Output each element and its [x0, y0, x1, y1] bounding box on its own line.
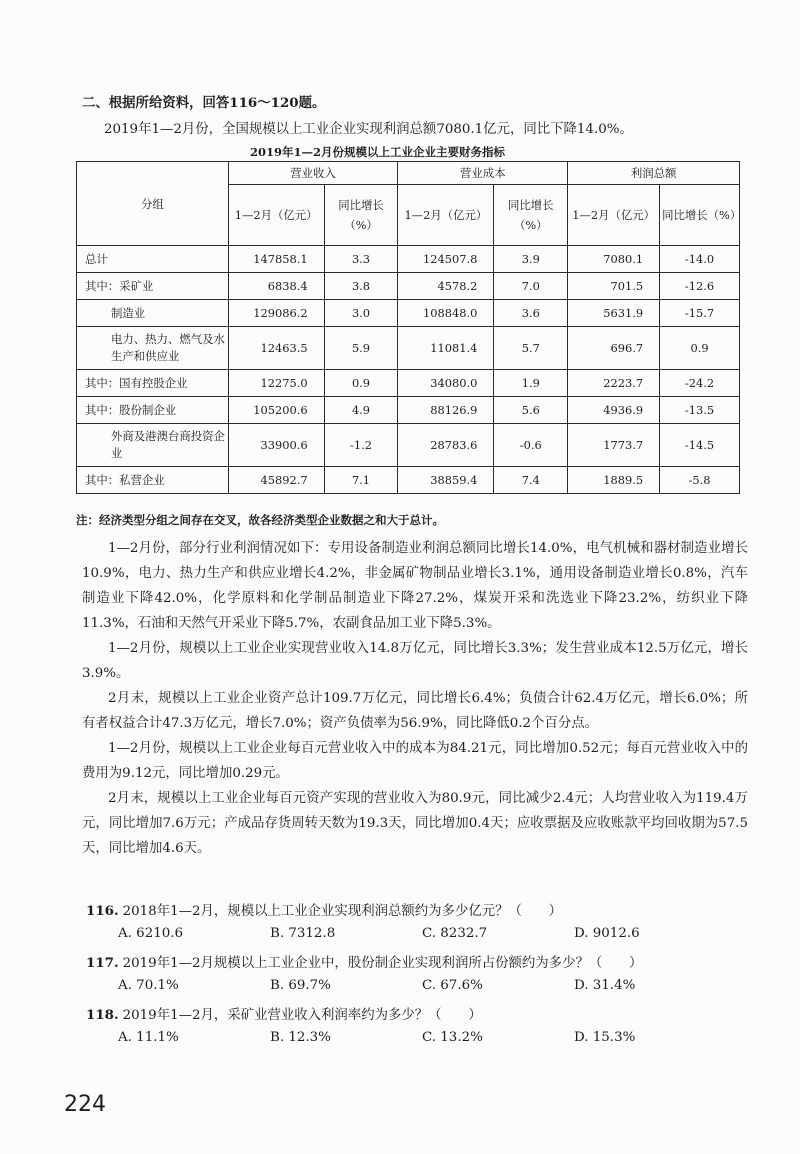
question-117-options [118, 978, 726, 993]
sub-header-value: 1—2月（亿元） [228, 185, 324, 246]
profit-cell: 701.5 [568, 273, 660, 300]
cost-cell: 124507.8 [398, 246, 494, 273]
revenue-growth-cell: 4.9 [324, 397, 398, 424]
category-header: 分组 [77, 162, 229, 246]
profit-growth-cell: 0.9 [660, 327, 740, 370]
option-c[interactable]: C. 67.6% [422, 978, 483, 993]
cost-growth-cell: 3.9 [494, 246, 568, 273]
revenue-cell: 12275.0 [228, 370, 324, 397]
option-b[interactable]: B. 12.3% [270, 1030, 331, 1045]
question-116 [86, 900, 562, 919]
intro-text: 2019年1—2月份，全国规模以上工业企业实现利润总额7080.1亿元，同比下降14.0%。 [104, 122, 633, 137]
revenue-growth-cell: 3.3 [324, 246, 398, 273]
sub-header-growth: 同比增长（%） [494, 185, 568, 246]
table-row [77, 246, 740, 273]
profit-growth-cell: -24.2 [660, 370, 740, 397]
profit-growth-cell: -14.0 [660, 246, 740, 273]
option-a[interactable]: A. 70.1% [118, 978, 179, 993]
table-note: 注：经济类型分组之间存在交叉，故各经济类型企业数据之和大于总计。 [76, 513, 444, 527]
option-b[interactable]: B. 7312.8 [270, 926, 336, 941]
table-row [77, 397, 740, 424]
revenue-growth-cell: -1.2 [324, 424, 398, 467]
sub-header-value: 1—2月（亿元） [568, 185, 660, 246]
profit-growth-cell: -14.5 [660, 424, 740, 467]
profit-cell: 5631.9 [568, 300, 660, 327]
paragraph: 1—2月份，规模以上工业企业每百元营业收入中的成本为84.21元，同比增加0.52元；每百元营业收入中的费用为9.12元，同比增加0.29元。 [82, 741, 748, 781]
profit-cell: 1773.7 [568, 424, 660, 467]
profit-cell: 696.7 [568, 327, 660, 370]
revenue-growth-cell: 3.0 [324, 300, 398, 327]
table-row [77, 300, 740, 327]
row-label: 制造业 [77, 300, 229, 327]
section-heading: 二、根据所给资料，回答116～120题。 [82, 95, 326, 111]
revenue-growth-cell: 3.8 [324, 273, 398, 300]
question-118 [86, 1004, 482, 1023]
cost-growth-cell: 3.6 [494, 300, 568, 327]
row-label: 其中：采矿业 [77, 273, 229, 300]
option-c[interactable]: C. 13.2% [422, 1030, 483, 1045]
table-row [77, 327, 740, 370]
question-number: 117. [86, 955, 119, 971]
sub-header-growth: 同比增长（%） [660, 185, 740, 246]
cost-growth-cell: 5.6 [494, 397, 568, 424]
cost-cell: 38859.4 [398, 467, 494, 494]
table-row [77, 467, 740, 494]
question-text: 2018年1—2月，规模以上工业企业实现利润总额约为多少亿元？（ ） [122, 904, 563, 919]
option-c[interactable]: C. 8232.7 [422, 926, 488, 941]
revenue-cell: 12463.5 [228, 327, 324, 370]
table-group-header-row [77, 162, 740, 185]
cost-growth-cell: 7.4 [494, 467, 568, 494]
question-117 [86, 952, 642, 971]
profit-growth-cell: -15.7 [660, 300, 740, 327]
question-116-options [118, 926, 726, 941]
table-title: 2019年1—2月份规模以上工业企业主要财务指标 [250, 145, 506, 159]
question-118-options [118, 1030, 726, 1045]
row-label: 其中：股份制企业 [77, 397, 229, 424]
sub-header-growth: 同比增长（%） [324, 185, 398, 246]
body-text [82, 536, 748, 861]
cost-growth-cell: -0.6 [494, 424, 568, 467]
row-label: 外商及港澳台商投资企业 [77, 424, 229, 467]
table-row [77, 370, 740, 397]
paragraph: 2月末，规模以上工业企业每百元资产实现的营业收入为80.9元，同比减少2.4元；人均营业收入为119.4万元，同比增加7.6万元；产成品存货周转天数为19.3天，同比增加0.4天；应收票据及应收账款平均回收期为57.5天，同比增加4.6天。 [82, 791, 748, 856]
revenue-cell: 45892.7 [228, 467, 324, 494]
cost-cell: 4578.2 [398, 273, 494, 300]
option-a[interactable]: A. 11.1% [118, 1030, 179, 1045]
revenue-growth-cell: 5.9 [324, 327, 398, 370]
profit-cell: 7080.1 [568, 246, 660, 273]
sub-header-value: 1—2月（亿元） [398, 185, 494, 246]
profit-growth-cell: -5.8 [660, 467, 740, 494]
cost-cell: 108848.0 [398, 300, 494, 327]
cost-cell: 88126.9 [398, 397, 494, 424]
revenue-cell: 6838.4 [228, 273, 324, 300]
cost-cell: 34080.0 [398, 370, 494, 397]
profit-growth-cell: -12.6 [660, 273, 740, 300]
option-b[interactable]: B. 69.7% [270, 978, 331, 993]
revenue-cell: 33900.6 [228, 424, 324, 467]
row-label: 总计 [77, 246, 229, 273]
group-header-profit: 利润总额 [568, 162, 740, 185]
option-d[interactable]: D. 15.3% [574, 1030, 636, 1045]
profit-cell: 2223.7 [568, 370, 660, 397]
financial-indicators-table [76, 161, 740, 494]
group-header-revenue: 营业收入 [228, 162, 398, 185]
profit-cell: 1889.5 [568, 467, 660, 494]
revenue-cell: 129086.2 [228, 300, 324, 327]
cost-cell: 11081.4 [398, 327, 494, 370]
paragraph: 2月末，规模以上工业企业资产总计109.7万亿元，同比增长6.4%；负债合计62.4万亿元，增长6.0%；所有者权益合计47.3万亿元，增长7.0%；资产负债率为56.9%，同比降低0.2个百分点。 [82, 691, 748, 731]
row-label: 电力、热力、燃气及水生产和供应业 [77, 327, 229, 370]
profit-cell: 4936.9 [568, 397, 660, 424]
question-number: 118. [86, 1007, 119, 1023]
cost-growth-cell: 7.0 [494, 273, 568, 300]
question-number: 116. [86, 903, 119, 919]
group-header-cost: 营业成本 [398, 162, 568, 185]
cost-cell: 28783.6 [398, 424, 494, 467]
table-row [77, 424, 740, 467]
question-text: 2019年1—2月，采矿业营业收入利润率约为多少？（ ） [122, 1008, 482, 1023]
revenue-cell: 147858.1 [228, 246, 324, 273]
row-label: 其中：国有控股企业 [77, 370, 229, 397]
option-d[interactable]: D. 31.4% [574, 978, 636, 993]
revenue-growth-cell: 7.1 [324, 467, 398, 494]
cost-growth-cell: 5.7 [494, 327, 568, 370]
table-row [77, 273, 740, 300]
option-a[interactable]: A. 6210.6 [118, 926, 184, 941]
question-text: 2019年1—2月规模以上工业企业中，股份制企业实现利润所占份额约为多少？（ ） [122, 956, 643, 971]
profit-growth-cell: -13.5 [660, 397, 740, 424]
option-d[interactable]: D. 9012.6 [574, 926, 640, 941]
row-label: 其中：私营企业 [77, 467, 229, 494]
paragraph: 1—2月份，部分行业利润情况如下：专用设备制造业利润总额同比增长14.0%，电气机械和器材制造业增长10.9%，电力、热力生产和供应业增长4.2%，非金属矿物制品业增长3.1%，通用设备制造业增长0.8%，汽车制造业下降42.0%，化学原料和化学制品制造业下降27.2%，煤炭开采和洗选业下降23.2%，纺织业下降11.3%，石油和天然气开采业下降5.7%，农副食品加工业下降5.3%。 [82, 541, 748, 631]
revenue-growth-cell: 0.9 [324, 370, 398, 397]
page-number: 224 [64, 1092, 106, 1117]
revenue-cell: 105200.6 [228, 397, 324, 424]
paragraph: 1—2月份，规模以上工业企业实现营业收入14.8万亿元，同比增长3.3%；发生营业成本12.5万亿元，增长3.9%。 [82, 641, 748, 681]
cost-growth-cell: 1.9 [494, 370, 568, 397]
